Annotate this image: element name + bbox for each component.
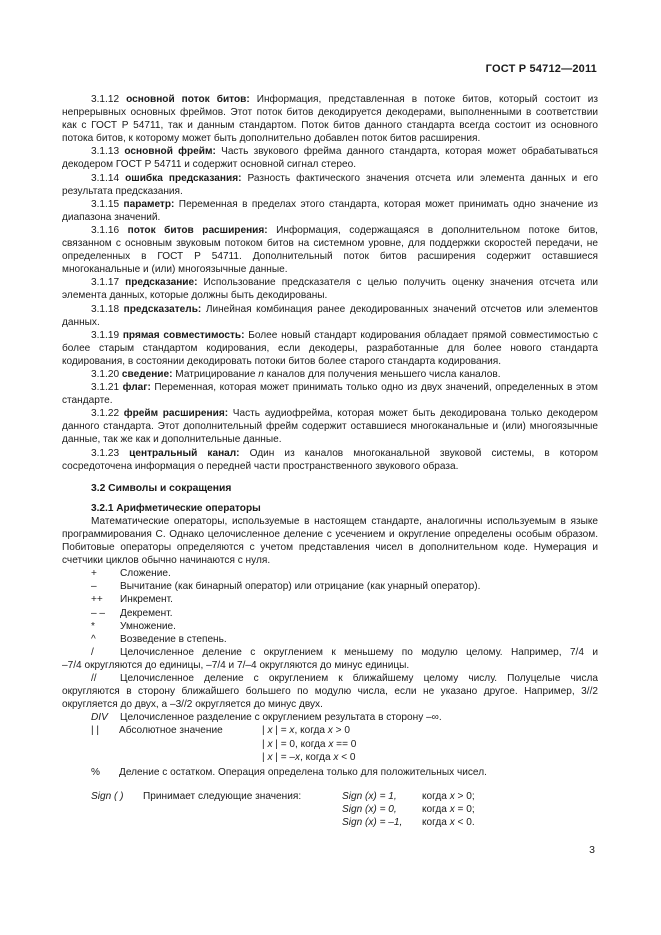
operator-symbol: ^ [91, 633, 96, 645]
definition-number: 3.1.18 [91, 303, 120, 315]
operator-description: Сложение. [120, 568, 171, 580]
operator-symbol: DIV [91, 712, 108, 724]
operator-description: Целочисленное деление с округлением к меньшему по модулю целому. Например, 7/4 и [120, 646, 598, 658]
definition-paragraph [62, 329, 598, 368]
operator-symbol: + [91, 568, 97, 580]
definition-text: Информация, содержащаяся в дополнительном потоке битов, связанном с основным звуковым потоком битов на системном уровне, для поддержки скоростей передачи, не определенных в ГОСТ Р 54711. Дополнительный поток битов расширения содержит оставшиеся многоканальные и (или) многоязычные данные. [62, 224, 598, 276]
operator-row-div [62, 711, 598, 724]
definition-paragraph [62, 276, 598, 302]
case-part: x [328, 738, 334, 750]
sign-condition [422, 803, 475, 816]
definition-text: Информация, представленная в потоке битов, который состоит из непрерывных основных фреймов. Этот поток битов декодируется декодерами, выполненными в соответствии как с ГОСТ Р 54711, так и данным стандартом. Поток битов данного стандарта всегда состоит из основного потока битов, к которому может быть дополнительно добавлен поток битов расширения. [62, 94, 598, 145]
definition-text: Разность фактического значения отсчета или элемента данных и его результата предсказания. [62, 172, 599, 197]
definition-text: Матрицирование [172, 368, 259, 380]
operator-description-cont: округляются в сторону ближайшего большего по модулю числа, если не указано другое. Например, 3//2 округляется до двух, а –3//2 округляется до минус двух. [62, 686, 598, 711]
case-part: | = 0, когда [272, 738, 329, 750]
definition-text: Переменная, которая может принимать только одно из двух значений, определенных в этом стандарте. [62, 382, 598, 407]
operator-row [62, 672, 598, 711]
operator-symbol: * [91, 620, 95, 632]
operator-description: Декремент. [120, 607, 173, 619]
definition-text: Линейная комбинация ранее декодированных значений отсчетов или элементов данных. [62, 303, 599, 328]
operator-description: Целочисленное деление с округлением к ближайшему целому числу. Полуцелые числа [120, 673, 598, 685]
case-part: , когда [300, 751, 334, 763]
operator-row-sign [62, 790, 598, 829]
operator-row [62, 646, 598, 672]
abs-case [262, 751, 598, 764]
sign-cases [342, 790, 598, 829]
definition-term: основной фрейм: [124, 146, 216, 158]
definition-number: 3.1.21 [91, 382, 120, 394]
definition-term: флаг: [122, 382, 151, 394]
definition-number: 3.1.20 [91, 368, 120, 380]
abs-case [262, 738, 598, 751]
operator-description: Целочисленное разделение с округлением результата в сторону –∞. [120, 712, 442, 724]
definition-paragraph [62, 172, 598, 198]
operator-row [62, 620, 598, 633]
case-part: , когда [294, 725, 328, 737]
case-part: x [333, 751, 339, 763]
definition-text: Использование предсказателя с целью получить оценку значения отсчета или элемента данных, которые должны быть декодированы. [62, 277, 598, 302]
operator-symbol: | | [91, 725, 100, 737]
operator-row [62, 567, 598, 580]
sign-case [342, 803, 598, 816]
operator-symbol: // [91, 673, 97, 685]
definition-text: Часть звукового фрейма данного стандарта, которая может обрабатываться декодером ГОСТ Р 54711 и содержит основной сигнал стерео. [62, 146, 598, 171]
sign-case [342, 790, 598, 803]
operator-row [62, 607, 598, 620]
operator-description: Вычитание (как бинарный оператор) или отрицание (как унарный оператор). [120, 581, 481, 593]
definition-paragraph [62, 303, 598, 329]
definition-paragraph [62, 145, 598, 171]
operator-description: Деление с остатком. Операция определена только для положительных чисел. [119, 766, 487, 778]
case-part: = 0; [454, 803, 475, 815]
definition-term: поток битов расширения: [127, 224, 268, 236]
definition-text: Более новый стандарт кодирования обладает прямой совместимостью с более старым стандартом кодирования, если декодеры, разработанные для более нового стандарта кодирования, в состоянии декодировать потоки битов более старого стандарта кодирования. [62, 329, 598, 367]
definition-paragraph [62, 198, 598, 224]
definition-number: 3.1.12 [91, 94, 120, 105]
case-part: < 0. [454, 816, 475, 828]
section-title: 3.2 Символы и сокращения [91, 482, 232, 494]
operators-list [62, 567, 598, 646]
case-part: | [262, 738, 268, 750]
case-part: когда [422, 803, 450, 815]
sign-expression: Sign (x) = 0, [342, 803, 397, 815]
definition-text: каналов для получения меньшего числа каналов. [263, 368, 501, 380]
subsection-title: 3.2.1 Арифметические операторы [91, 502, 261, 514]
definition-term: прямая совместимость: [122, 329, 245, 341]
case-part: когда [422, 816, 450, 828]
definition-term: основной поток битов: [126, 94, 250, 105]
sign-condition [422, 790, 475, 803]
section-intro: Математические операторы, используемые в настоящем стандарте, аналогичны используемым в языке программирования С. Однако целочисленное деление с усечением и округление определены особым образом. Побитовые операторы определяются с учетом представления чисел в дополнительном коде. Нумерация и счетчики циклов обычно начинаются с нуля. [62, 515, 598, 567]
abs-cases [262, 724, 598, 763]
operator-row [62, 580, 598, 593]
definition-number: 3.1.15 [91, 198, 120, 210]
definition-paragraph [62, 224, 598, 276]
case-part: | [262, 725, 268, 737]
operator-description: Принимает следующие значения: [143, 790, 302, 802]
case-part: x [449, 803, 455, 815]
case-part: x [267, 751, 273, 763]
operator-description: Умножение. [120, 620, 176, 632]
definition-number: 3.1.16 [91, 224, 120, 236]
operator-symbol: / [91, 646, 94, 658]
definition-number: 3.1.17 [91, 277, 120, 289]
operator-row [62, 633, 598, 646]
definition-text: Часть аудиофрейма, которая может быть декодирована только декодером данного стандарта. Этот дополнительный фрейм содержит оставшиеся многоканальные и (или) многоязычные данные, так же как и дополнительные данные. [62, 408, 598, 446]
definition-text: Один из каналов многоканальной звуковой системы, в котором сосредоточена информация о передней части пространственного звукового образа. [62, 447, 599, 472]
case-part: x [449, 790, 455, 802]
operator-row-abs [62, 724, 598, 763]
case-part: | = [272, 725, 290, 737]
definition-paragraph [62, 381, 598, 407]
definition-number: 3.1.13 [91, 146, 120, 158]
case-part: | = – [272, 751, 296, 763]
definition-paragraph [62, 407, 598, 446]
case-part: > 0; [454, 790, 475, 802]
definition-number: 3.1.19 [91, 329, 120, 341]
operator-row [62, 593, 598, 606]
operator-first-line [62, 646, 598, 659]
definition-number: 3.1.14 [91, 172, 120, 184]
definition-term: ошибка предсказания: [125, 172, 242, 184]
case-part: x [267, 738, 273, 750]
definition-term: центральный канал: [129, 447, 240, 459]
definitions-list [62, 93, 598, 473]
case-part: x [295, 751, 301, 763]
definition-number: 3.1.23 [91, 447, 120, 459]
sign-case [342, 816, 598, 829]
definition-text: Переменная в пределах этого стандарта, которая может принимать одно значение из диапазона значений. [62, 198, 598, 223]
operator-description: Абсолютное значение [119, 725, 223, 737]
case-part: x [267, 725, 273, 737]
sign-expression: Sign (x) = 1, [342, 790, 397, 802]
definition-paragraph [62, 447, 598, 473]
operator-description: Инкремент. [120, 594, 173, 606]
operator-symbol: Sign ( ) [91, 790, 124, 802]
definition-number: 3.1.22 [91, 408, 120, 420]
operator-description-cont: –7/4 округляются до единицы, –7/4 и 7/–4 округляются до минус единицы. [62, 659, 410, 671]
operator-symbol: ++ [91, 594, 103, 606]
definition-variable: n [258, 368, 264, 380]
case-part: x [327, 725, 333, 737]
operator-first-line [62, 672, 598, 685]
operator-row-mod [62, 766, 598, 779]
operator-symbol: – [91, 581, 97, 593]
definition-paragraph [62, 368, 598, 381]
case-part: x [449, 816, 455, 828]
case-part: < 0 [338, 751, 356, 763]
document-code: ГОСТ Р 54712—2011 [485, 63, 597, 75]
case-part: == 0 [333, 738, 357, 750]
case-part: x [289, 725, 295, 737]
abs-case [262, 724, 598, 737]
definition-term: сведение: [121, 368, 173, 380]
operator-symbol: % [91, 766, 100, 778]
definition-term: параметр: [123, 198, 175, 210]
sign-condition [422, 816, 475, 829]
page-content [62, 93, 598, 829]
definition-paragraph [62, 93, 598, 145]
sign-expression: Sign (x) = –1, [342, 816, 403, 828]
case-part: | [262, 751, 268, 763]
case-part: когда [422, 790, 450, 802]
operator-description: Возведение в степень. [120, 633, 227, 645]
definition-term: фрейм расширения: [123, 408, 229, 420]
case-part: > 0 [332, 725, 350, 737]
definition-term: предсказатель: [123, 303, 202, 315]
operator-symbol: – – [91, 607, 106, 619]
page-number: 3 [589, 844, 595, 856]
definition-term: предсказание: [125, 277, 198, 289]
division-operators [62, 646, 598, 711]
